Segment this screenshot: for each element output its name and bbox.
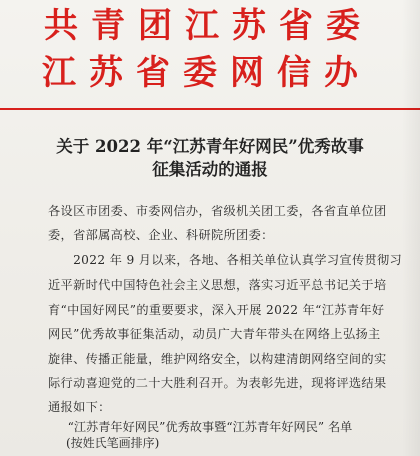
document-title-line-1: 关于 2022 年“江苏青年好网民”优秀故事 [56, 137, 364, 156]
body-line-1: 各设区市团委、市委网信办，省级机关团工委，各省直单位团 [48, 204, 387, 218]
list-sort-note: (按姓氏笔画排序) [66, 436, 160, 450]
paper-edge-shadow [402, 0, 420, 456]
body-line-4: 近平新时代中国特色社会主义思想，落实习近平总书记关于培 [48, 278, 387, 292]
red-divider-rule [0, 108, 420, 110]
body-line-3: 2022 年 9 月以来，各地、各相关单位认真学习宣传贯彻习 [48, 253, 403, 267]
body-line-6: 网民”优秀故事征集活动，动员广大青年带头在网络上弘扬主 [48, 327, 381, 341]
issuer-line-1: 共青团江苏省委 [44, 6, 373, 46]
body-line-5: 育“中国好网民”的重要要求，深入开展 2022 年“江苏青年好 [48, 303, 385, 317]
issuer-line-2: 江苏省委网信办 [42, 53, 371, 93]
list-heading: “江苏青年好网民”优秀故事暨“江苏青年好网民” 名单 [67, 420, 353, 434]
body-line-7: 旋律、传播正能量，维护网络安全，以构建清朗网络空间的实 [48, 352, 387, 366]
document-title-line-2: 征集活动的通报 [152, 160, 268, 179]
body-line-8: 际行动喜迎党的二十大胜利召开。为表彰先进，现将评选结果 [48, 376, 387, 390]
body-line-2: 委，省部属高校、企业、科研院所团委： [48, 228, 274, 242]
body-line-9: 通报如下： [48, 400, 111, 414]
